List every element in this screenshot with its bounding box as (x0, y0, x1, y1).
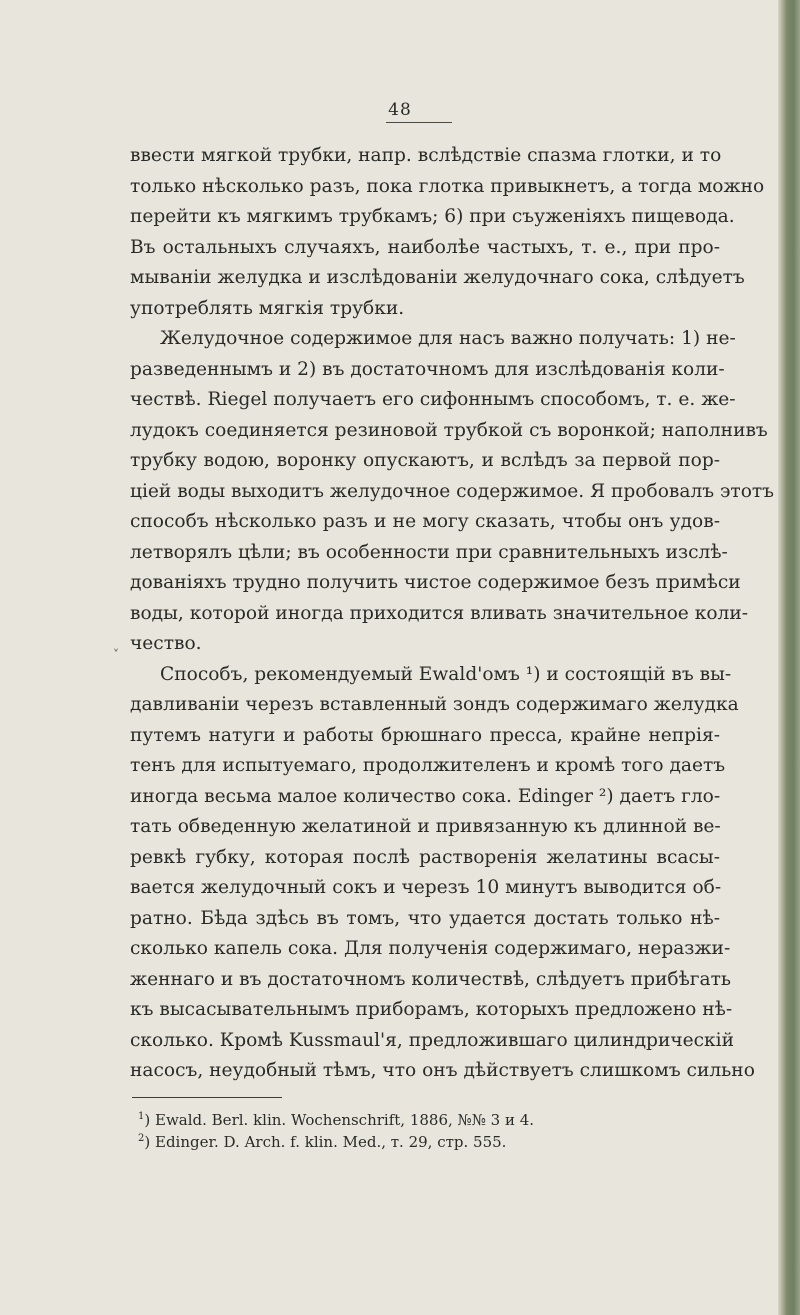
text-line: разведеннымъ и 2) въ достаточномъ для изслѣдованія коли- (130, 358, 725, 380)
text-line: летворялъ цѣли; въ особенности при сравнительныхъ изслѣ- (130, 541, 728, 563)
text-line: дованіяхъ трудно получить чистое содержимое безъ примѣси (130, 572, 741, 593)
page-number: 48 (388, 100, 412, 120)
text-line: Желудочное содержимое для насъ важно получать: 1) не- (160, 328, 736, 349)
text-line: Способъ, рекомендуемый Ewald'омъ ¹) и состоящій въ вы- (160, 663, 732, 685)
text-line: ціей воды выходитъ желудочное содержимое. Я пробовалъ этотъ (130, 480, 775, 502)
page-edge (778, 0, 800, 1315)
text-line: ревкѣ губку, которая послѣ растворенія желатины всасы- (130, 846, 720, 868)
text-line: способъ нѣсколько разъ и не могу сказать, чтобы онъ удов- (130, 511, 720, 532)
text-line: чество. (130, 633, 202, 654)
text-line: сколько. Кромѣ Kussmaul'я, предложившаго цилиндрическій (130, 1029, 735, 1051)
footnote-text: ) Ewald. Berl. klin. Wochenschrift, 1886, №№ 3 и 4. (144, 1111, 535, 1129)
text-line: къ высасывательнымъ приборамъ, которыхъ предложено нѣ- (130, 999, 733, 1020)
footnotes (138, 1106, 698, 1150)
text-line: ратно. Бѣда здѣсь въ томъ, что удается достать только нѣ- (130, 907, 720, 929)
footnote-mark: 2 (138, 1133, 145, 1144)
text-line: иногда весьма малое количество сока. Edinger ²) даетъ гло- (130, 785, 721, 807)
margin-mark: ˬ (113, 637, 119, 651)
text-line: тенъ для испытуемаго, продолжителенъ и кромѣ того даетъ (130, 755, 726, 776)
text-line: давливаніи черезъ вставленный зондъ содержимаго желудка (130, 694, 739, 715)
text-line: насосъ, неудобный тѣмъ, что онъ дѣйствуетъ слишкомъ сильно (130, 1060, 755, 1081)
text-line: трубку водою, воронку опускаютъ, и вслѣдъ за первой пор- (130, 450, 720, 471)
text-line: сколько капель сока. Для полученія содержимаго, неразжи- (130, 938, 731, 959)
text-line: чествѣ. Riegel получаетъ его сифоннымъ способомъ, т. е. же- (130, 389, 736, 410)
text-line: только нѣсколько разъ, пока глотка привыкнетъ, а тогда можно (130, 175, 765, 197)
text-line: перейти къ мягкимъ трубкамъ; 6) при съуженіяхъ пищевода. (130, 206, 735, 227)
text-line: лудокъ соединяется резиновой трубкой съ воронкой; наполнивъ (130, 419, 768, 441)
text-line: ввести мягкой трубки, напр. вслѣдствіе спазма глотки, и то (130, 145, 722, 166)
footnote-text: ) Edinger. D. Arch. f. klin. Med., т. 29, стр. 555. (144, 1133, 507, 1151)
text-line: мываніи желудка и изслѣдованіи желудочнаго сока, слѣдуетъ (130, 267, 745, 288)
text-line: вается желудочный сокъ и черезъ 10 минутъ выводится об- (130, 877, 722, 898)
text-line: женнаго и въ достаточномъ количествѣ, слѣдуетъ прибѣгать (130, 968, 732, 990)
footnote-mark: 1 (138, 1111, 145, 1122)
text-line: путемъ натуги и работы брюшнаго пресса, крайне непрія- (130, 724, 720, 746)
page-number-rule (386, 122, 452, 123)
body-text (130, 141, 775, 1087)
text-line: употреблять мягкія трубки. (130, 297, 405, 319)
footnote (138, 1128, 698, 1150)
text-line: тать обведенную желатиной и привязанную къ длинной ве- (130, 816, 721, 837)
footnote (138, 1106, 698, 1128)
footnote-rule (132, 1097, 282, 1098)
text-line: воды, которой иногда приходится вливать значительное коли- (130, 602, 749, 624)
text-line: Въ остальныхъ случаяхъ, наиболѣе частыхъ, т. е., при про- (130, 236, 720, 258)
